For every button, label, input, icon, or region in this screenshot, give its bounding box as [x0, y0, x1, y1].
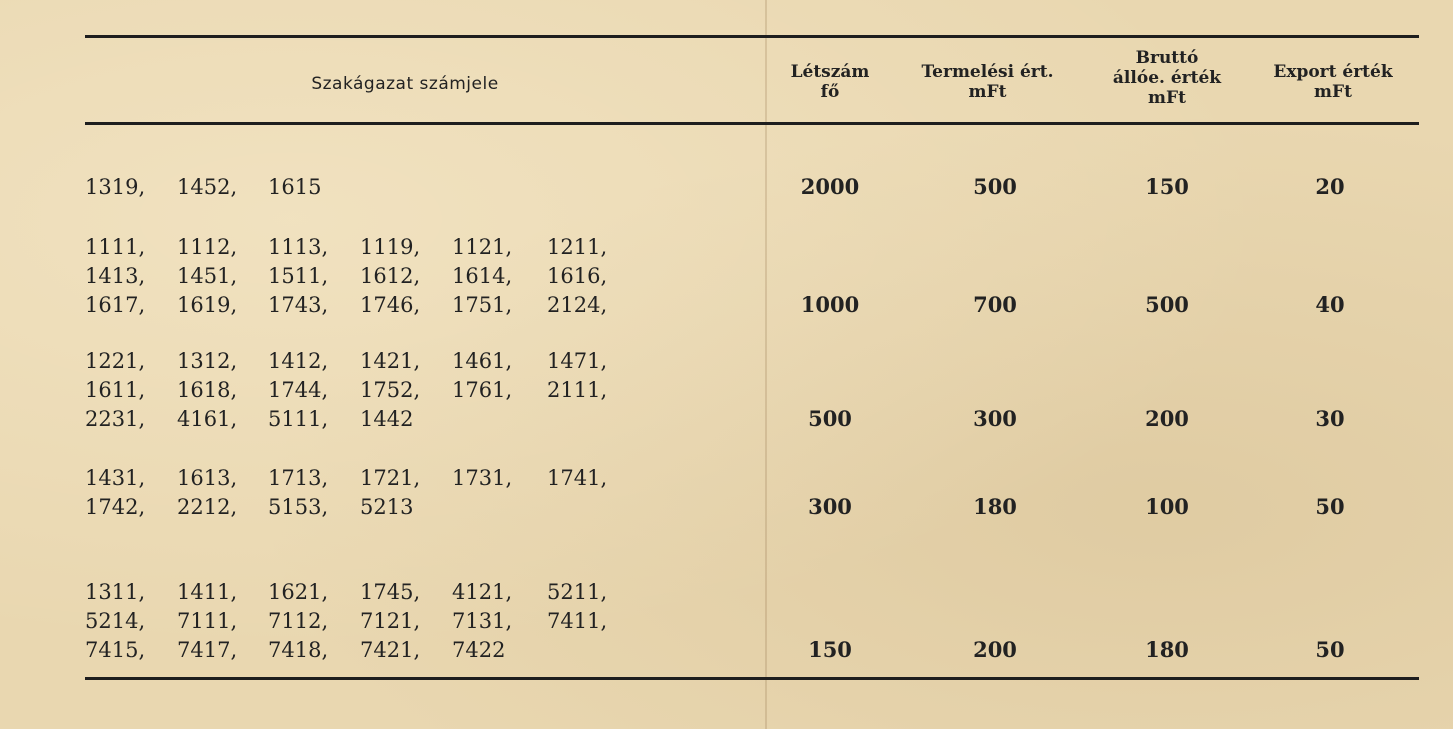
code-line: [85, 348, 685, 377]
sector-code: 1431,: [85, 466, 146, 490]
header-gross-line1: Bruttó: [1135, 48, 1199, 68]
header-export-line1: Export érték: [1273, 62, 1393, 82]
sector-code: 1119,: [360, 235, 421, 259]
sector-code: 1612,: [360, 264, 421, 288]
sector-code: 7418,: [268, 638, 329, 662]
sector-code: 4161,: [177, 407, 238, 431]
sector-code: 1413,: [85, 264, 146, 288]
sector-code: 1721,: [360, 466, 421, 490]
header-production-line1: Termelési ért.: [921, 62, 1054, 82]
sector-code: 1618,: [177, 378, 238, 402]
sector-code: 1112,: [177, 235, 238, 259]
sector-code: 1511,: [268, 264, 329, 288]
headcount-value: 500: [808, 406, 852, 431]
sector-code: 1761,: [452, 378, 513, 402]
sector-code: 2111,: [547, 378, 608, 402]
row-code-list: [85, 579, 685, 666]
sector-code: 1211,: [547, 235, 608, 259]
sector-code: 1319,: [85, 175, 146, 199]
headcount-value: 300: [808, 494, 852, 519]
header-headcount: [760, 62, 900, 102]
code-line: [85, 608, 685, 637]
table-top-rule: [85, 35, 1419, 38]
sector-code: 1621,: [268, 580, 329, 604]
sector-code: 2231,: [85, 407, 146, 431]
sector-code: 7112,: [268, 609, 329, 633]
sector-code: 1615: [268, 175, 322, 199]
sector-code: 1411,: [177, 580, 238, 604]
code-line: [85, 406, 685, 435]
sector-code: 1412,: [268, 349, 329, 373]
sector-code: 7131,: [452, 609, 513, 633]
sector-code: 2212,: [177, 495, 238, 519]
sector-code: 1452,: [177, 175, 238, 199]
row-code-list: [85, 234, 685, 321]
production-value: 500: [973, 174, 1017, 199]
header-gross-line3: mFt: [1148, 88, 1186, 108]
sector-code: 1611,: [85, 378, 146, 402]
sector-code: 1741,: [547, 466, 608, 490]
sector-code: 1311,: [85, 580, 146, 604]
export-value: 40: [1315, 292, 1345, 317]
sector-code: 5214,: [85, 609, 146, 633]
sector-code: 1614,: [452, 264, 513, 288]
header-export-line2: mFt: [1314, 82, 1352, 102]
sector-code: 1442: [360, 407, 414, 431]
header-gross-line2: állóe. érték: [1112, 68, 1222, 88]
sector-code: 4121,: [452, 580, 513, 604]
code-line: [85, 263, 685, 292]
code-line: [85, 579, 685, 608]
headcount-value: 150: [808, 637, 852, 662]
header-headcount-line1: Létszám: [790, 62, 870, 82]
sector-code: 7111,: [177, 609, 238, 633]
header-production-line2: mFt: [968, 82, 1007, 102]
gross-assets-value: 180: [1145, 637, 1189, 662]
sector-code: 1751,: [452, 293, 513, 317]
gross-assets-value: 100: [1145, 494, 1189, 519]
sector-code: 1111,: [85, 235, 146, 259]
production-value: 300: [973, 406, 1017, 431]
header-gross-fixed-assets: [1092, 48, 1242, 108]
sector-code: 5213: [360, 495, 414, 519]
sector-code: 1613,: [177, 466, 238, 490]
sector-code: 1617,: [85, 293, 146, 317]
sector-code: 7421,: [360, 638, 421, 662]
sector-code: 1713,: [268, 466, 329, 490]
headcount-value: 1000: [800, 292, 860, 317]
header-code-column: Szakágazat számjele: [311, 74, 499, 94]
code-line: [85, 377, 685, 406]
sector-code: 1742,: [85, 495, 146, 519]
table-header-rule: [85, 122, 1419, 125]
production-value: 200: [973, 637, 1017, 662]
sector-code: 5211,: [547, 580, 608, 604]
sector-code: 1616,: [547, 264, 608, 288]
sector-code: 7411,: [547, 609, 608, 633]
page-fold-shadow: [765, 0, 767, 729]
sector-code: 5153,: [268, 495, 329, 519]
export-value: 50: [1315, 637, 1345, 662]
sector-code: 7121,: [360, 609, 421, 633]
sector-code: 1471,: [547, 349, 608, 373]
sector-code: 7415,: [85, 638, 146, 662]
header-export-value: [1253, 62, 1413, 102]
sector-code: 1745,: [360, 580, 421, 604]
table-bottom-rule: [85, 677, 1419, 680]
sector-code: 1461,: [452, 349, 513, 373]
sector-code: 1746,: [360, 293, 421, 317]
row-code-list: [85, 174, 685, 203]
sector-code: 1421,: [360, 349, 421, 373]
row-code-list: [85, 348, 685, 435]
gross-assets-value: 500: [1145, 292, 1189, 317]
sector-code: 1752,: [360, 378, 421, 402]
sector-code: 5111,: [268, 407, 329, 431]
sector-code: 1731,: [452, 466, 513, 490]
sector-code: 1121,: [452, 235, 513, 259]
sector-code: 1113,: [268, 235, 329, 259]
sector-code: 1743,: [268, 293, 329, 317]
row-code-list: [85, 465, 685, 523]
code-line: [85, 465, 685, 494]
gross-assets-value: 200: [1145, 406, 1189, 431]
export-value: 20: [1315, 174, 1345, 199]
export-value: 30: [1315, 406, 1345, 431]
sector-code: 7422: [452, 638, 506, 662]
sector-code: 1221,: [85, 349, 146, 373]
sector-code: 1312,: [177, 349, 238, 373]
code-line: [85, 292, 685, 321]
header-headcount-line2: fő: [820, 82, 840, 102]
gross-assets-value: 150: [1145, 174, 1189, 199]
production-value: 180: [973, 494, 1017, 519]
code-line: [85, 234, 685, 263]
sector-code: 7417,: [177, 638, 238, 662]
header-production-value: [900, 62, 1075, 102]
code-line: [85, 637, 685, 666]
code-line: [85, 174, 685, 203]
sector-code: 1451,: [177, 264, 238, 288]
sector-code: 1744,: [268, 378, 329, 402]
headcount-value: 2000: [800, 174, 860, 199]
export-value: 50: [1315, 494, 1345, 519]
sector-code: 2124,: [547, 293, 608, 317]
code-line: [85, 494, 685, 523]
production-value: 700: [973, 292, 1017, 317]
sector-code: 1619,: [177, 293, 238, 317]
